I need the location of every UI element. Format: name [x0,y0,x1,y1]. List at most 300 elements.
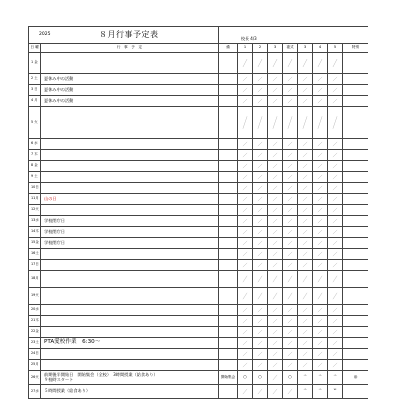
grade-cell [238,260,253,271]
slash-mark [253,172,267,182]
notes-cell [219,349,238,360]
slash-mark [328,349,342,359]
event-cell: 学校閉庁日 [41,238,219,249]
slash-mark [268,216,282,226]
slash-mark [238,385,252,398]
grade-cell [313,288,328,305]
slash-mark [283,107,297,138]
slash-mark [268,150,282,160]
slash-mark [268,172,282,182]
day-cell: 14木 [29,227,41,238]
event-cell [41,327,219,338]
day-cell: 2 土 [29,74,41,85]
event-cell [41,183,219,194]
remarks-cell [343,385,369,399]
day-cell: 4 月 [29,96,41,107]
event-cell: 山の日 [41,194,219,205]
slash-mark [268,305,282,315]
slash-mark [253,216,267,226]
grade-cell [283,316,298,327]
day-cell: 3 日 [29,85,41,96]
slash-mark [283,150,297,160]
slash-mark [283,305,297,315]
slash-mark [238,249,252,259]
remarks-cell [343,139,369,150]
slash-mark [283,216,297,226]
slash-mark [253,107,267,138]
slash-mark [283,249,297,259]
grade-cell [283,85,298,96]
event-cell: 学校閉庁日 [41,216,219,227]
grade-cell [283,205,298,216]
grade-cell [253,96,268,107]
version-label: 校長 4/3 [241,36,257,41]
slash-mark [313,150,327,160]
grade-cell [253,216,268,227]
slash-mark [268,96,282,106]
day-cell: 11月 [29,194,41,205]
col-day: 日 曜 [29,44,41,53]
page-title: ８月行事予定表 [99,30,159,39]
schedule-row [29,349,369,360]
remarks-cell [343,216,369,227]
slash-mark [313,139,327,149]
grade-cell [328,249,343,260]
event-cell [41,107,219,139]
slash-mark [253,161,267,171]
grade-cell [253,139,268,150]
day-cell: 13水 [29,216,41,227]
slash-mark [253,260,267,270]
grade-cell [313,227,328,238]
schedule-sheet [28,26,368,400]
event-cell [41,271,219,288]
remarks-cell [343,85,369,96]
slash-mark [328,96,342,106]
slash-mark [283,183,297,193]
grade-cell [238,385,253,399]
grade-cell [313,194,328,205]
grade-cell [298,288,313,305]
schedule-row [29,385,369,399]
slash-mark [268,194,282,204]
slash-mark [253,238,267,248]
grade-cell [283,349,298,360]
notes-cell [219,172,238,183]
slash-mark [328,53,342,73]
header-right-cell [219,27,369,44]
schedule-row [29,360,369,371]
grade-cell [283,74,298,85]
grade-cell [253,74,268,85]
grade-cell [253,238,268,249]
grade-cell [298,271,313,288]
day-cell: 9 土 [29,172,41,183]
grade-cell [238,288,253,305]
slash-mark [268,360,282,370]
grade-cell [268,288,283,305]
grade-cell [298,349,313,360]
remarks-cell [343,96,369,107]
grade-cell [238,74,253,85]
grade-cell [238,172,253,183]
grade-cell [283,260,298,271]
slash-mark [268,316,282,326]
slash-mark [283,327,297,337]
remarks-cell [343,238,369,249]
grade-cell [238,360,253,371]
grade-cell [328,53,343,74]
slash-mark [298,338,312,348]
slash-mark [328,107,342,138]
event-cell [41,371,219,385]
grade-cell [253,385,268,399]
grade-cell [328,238,343,249]
grade-cell [268,205,283,216]
grade-cell [253,305,268,316]
event-cell [41,288,219,305]
grade-cell [238,338,253,349]
slash-mark [238,238,252,248]
notes-cell [219,194,238,205]
schedule-table [28,26,368,399]
slash-mark [298,53,312,73]
event-text: 前期後半開始日 開始集会（全校） 3時間授業（給食あり） [44,372,158,378]
grade-cell [283,161,298,172]
slash-mark [238,216,252,226]
grade-cell [328,183,343,194]
slash-mark [313,216,327,226]
grade-cell [253,183,268,194]
event-cell [41,305,219,316]
schedule-row [29,227,369,238]
schedule-row [29,271,369,288]
grade-cell [283,305,298,316]
column-header-row [29,44,369,53]
grade-cell [283,150,298,161]
slash-mark [328,288,342,304]
grade-cell [298,150,313,161]
grade-cell: ᄉ [298,371,313,385]
grade-cell [313,327,328,338]
schedule-row [29,316,369,327]
slash-mark [238,288,252,304]
grade-cell: ᄐ [328,385,343,399]
slash-mark [238,161,252,171]
grade-cell [298,194,313,205]
remarks-cell [343,150,369,161]
grade-cell [283,194,298,205]
grade-cell [268,150,283,161]
slash-mark [283,227,297,237]
slash-mark [253,288,267,304]
notes-cell [219,205,238,216]
notes-cell [219,260,238,271]
event-cell: 夏休み中の活動 [41,85,219,96]
slash-mark [298,172,312,182]
slash-mark [313,249,327,259]
slash-mark [283,288,297,304]
grade-cell [283,249,298,260]
slash-mark [268,371,282,384]
slash-mark [313,183,327,193]
slash-mark [298,183,312,193]
day-cell: 17日 [29,260,41,271]
grade-cell [253,360,268,371]
grade-cell [268,74,283,85]
grade-cell [283,271,298,288]
slash-mark [268,161,282,171]
event-cell [41,150,219,161]
slash-mark [283,349,297,359]
grade-cell [298,249,313,260]
grade-cell [238,183,253,194]
col-grade: 4 [313,44,328,53]
slash-mark [268,183,282,193]
grade-cell [253,249,268,260]
day-cell: 1 金 [29,53,41,74]
grade-cell [313,249,328,260]
remarks-cell [343,305,369,316]
grade-cell [283,288,298,305]
day-cell: 7 木 [29,150,41,161]
slash-mark [283,85,297,95]
grade-cell [298,238,313,249]
day-cell: 24日 [29,349,41,360]
grade-cell [328,205,343,216]
slash-mark [253,338,267,348]
notes-cell [219,249,238,260]
grade-cell [253,327,268,338]
col-events: 行 事 予 定 [41,44,219,53]
slash-mark [328,338,342,348]
slash-mark [313,288,327,304]
slash-mark [298,260,312,270]
schedule-row [29,194,369,205]
grade-cell [298,216,313,227]
slash-mark [268,271,282,287]
grade-cell [313,53,328,74]
grade-cell [253,338,268,349]
slash-mark [268,107,282,138]
header-cell [29,27,219,44]
notes-cell [219,107,238,139]
day-cell: 6 水 [29,139,41,150]
grade-cell [328,150,343,161]
grade-cell [328,172,343,183]
slash-mark [328,216,342,226]
slash-mark [268,349,282,359]
slash-mark [328,271,342,287]
remarks-cell [343,249,369,260]
grade-cell [328,349,343,360]
grade-cell [268,172,283,183]
grade-cell [268,338,283,349]
slash-mark [268,385,282,398]
remarks-cell [343,316,369,327]
event-cell: 夏休み中の活動 [41,74,219,85]
grade-cell [313,183,328,194]
col-grade: 複式 [283,44,298,53]
slash-mark [238,349,252,359]
grade-cell [238,238,253,249]
grade-cell [238,216,253,227]
slash-mark [298,349,312,359]
grade-cell [253,288,268,305]
slash-mark [283,360,297,370]
slash-mark [283,139,297,149]
grade-cell [253,349,268,360]
grade-cell [253,161,268,172]
grade-cell [283,53,298,74]
slash-mark [298,316,312,326]
grade-cell [283,327,298,338]
grade-cell [253,316,268,327]
grade-cell [238,107,253,139]
notes-cell [219,74,238,85]
col-grade: 3 [298,44,313,53]
schedule-row [29,172,369,183]
event-cell [41,161,219,172]
grade-cell [253,271,268,288]
grade-cell [268,271,283,288]
grade-cell [298,227,313,238]
slash-mark [253,349,267,359]
grade-cell [238,349,253,360]
event-cell [41,349,219,360]
grade-cell [238,249,253,260]
grade-cell [238,96,253,107]
col-grade: 1 [238,44,253,53]
slash-mark [268,74,282,84]
slash-mark [313,360,327,370]
slash-mark [328,260,342,270]
grade-cell: ○ [253,371,268,385]
grade-cell [298,360,313,371]
event-cell [41,360,219,371]
grade-cell [298,260,313,271]
grade-cell [283,216,298,227]
event-cell: ５時間授業（給食あり） [41,385,219,399]
remarks-cell [343,360,369,371]
slash-mark [268,205,282,215]
slash-mark [238,85,252,95]
grade-cell [313,150,328,161]
slash-mark [238,327,252,337]
day-cell: 26火 [29,371,41,385]
day-cell: 22金 [29,327,41,338]
slash-mark [283,385,297,398]
day-cell: 12火 [29,205,41,216]
grade-cell [238,194,253,205]
grade-cell [283,183,298,194]
slash-mark [283,205,297,215]
slash-mark [328,238,342,248]
day-cell: 16土 [29,249,41,260]
remarks-cell [343,349,369,360]
grade-cell [313,161,328,172]
remarks-cell [343,194,369,205]
day-cell: 18月 [29,271,41,288]
slash-mark [253,227,267,237]
slash-mark [328,249,342,259]
slash-mark [238,96,252,106]
grade-cell [268,194,283,205]
slash-mark [238,194,252,204]
remarks-cell [343,183,369,194]
notes-cell [219,227,238,238]
schedule-row [29,327,369,338]
grade-cell [313,85,328,96]
slash-mark [328,85,342,95]
notes-cell [219,238,238,249]
grade-cell [268,53,283,74]
grade-cell [238,316,253,327]
col-remarks: 特別 [343,44,369,53]
grade-cell [313,96,328,107]
event-cell [41,172,219,183]
notes-cell: 開始集会 [219,371,238,385]
slash-mark [268,139,282,149]
slash-mark [268,53,282,73]
remarks-cell [343,161,369,172]
notes-cell [219,385,238,399]
slash-mark [238,205,252,215]
grade-cell [268,161,283,172]
day-cell: 27水 [29,385,41,399]
grade-cell [328,316,343,327]
slash-mark [238,183,252,193]
grade-cell [268,96,283,107]
remarks-cell [343,205,369,216]
event-cell [41,260,219,271]
grade-cell [313,349,328,360]
slash-mark [313,107,327,138]
slash-mark [283,53,297,73]
grade-cell [268,107,283,139]
slash-mark [313,161,327,171]
slash-mark [253,385,267,398]
notes-cell [219,150,238,161]
remarks-cell [343,338,369,349]
schedule-row [29,161,369,172]
grade-cell [328,288,343,305]
event-cell [41,249,219,260]
schedule-row [29,85,369,96]
grade-cell [253,150,268,161]
remarks-cell [343,271,369,288]
grade-cell [313,360,328,371]
slash-mark [268,85,282,95]
slash-mark [298,360,312,370]
slash-mark [313,338,327,348]
slash-mark [313,53,327,73]
grade-cell [268,227,283,238]
slash-mark [283,74,297,84]
slash-mark [283,194,297,204]
slash-mark [253,327,267,337]
day-cell: 23土 [29,338,41,349]
grade-cell [283,107,298,139]
grade-cell [313,216,328,227]
remarks-cell [343,172,369,183]
slash-mark [253,139,267,149]
notes-cell [219,338,238,349]
day-cell: 25月 [29,360,41,371]
slash-mark [283,96,297,106]
grade-cell [238,271,253,288]
slash-mark [253,74,267,84]
